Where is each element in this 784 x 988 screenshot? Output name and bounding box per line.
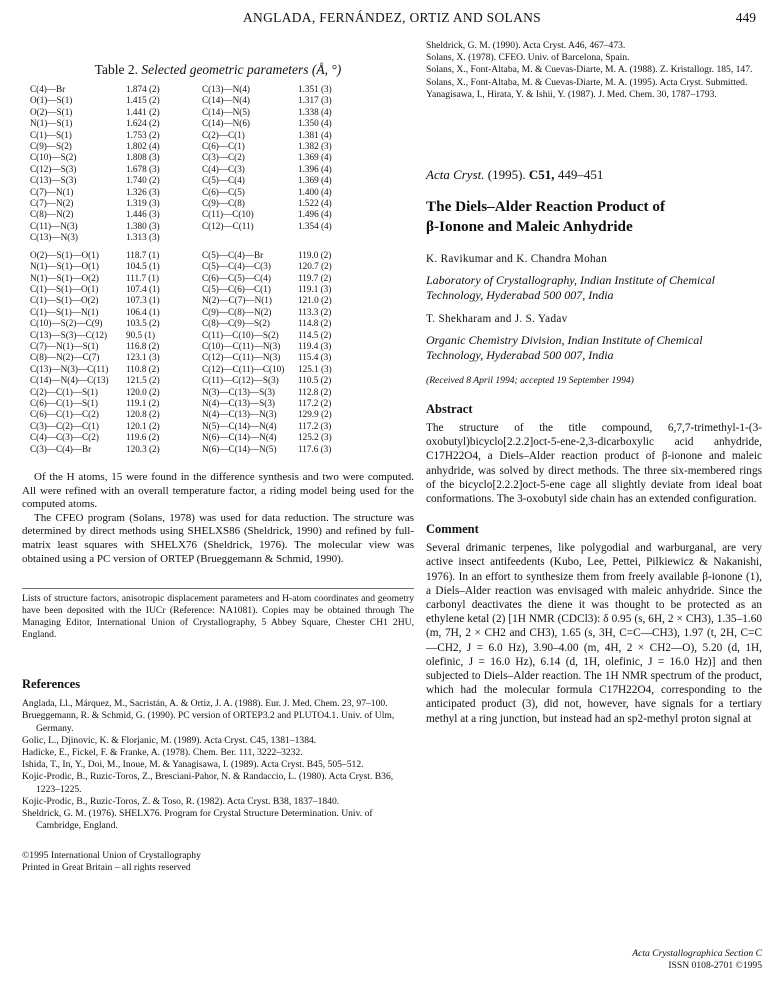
table-cell-parameter: N(6)—C(14)—N(4): [202, 432, 277, 443]
authors-group-2: T. Shekharam and J. S. Yadav: [426, 313, 568, 326]
journal-issn: ISSN 0108-2701 ©1995: [668, 960, 762, 971]
table-cell-parameter: C(4)—C(3): [202, 163, 245, 174]
table-cell-value: 119.1 (2): [126, 397, 160, 408]
right-column: [426, 40, 762, 726]
authors-group-1: K. Ravikumar and K. Chandra Mohan: [426, 253, 608, 266]
table-cell-parameter: C(8)—N(2)—C(7): [30, 352, 100, 363]
table-cell-value: 1.624 (2): [126, 118, 160, 129]
table-cell-value: 1.874 (2): [126, 84, 160, 94]
table-cell-parameter: C(6)—C(5)—C(4): [202, 272, 271, 283]
table-cell-parameter: N(1)—S(1): [30, 118, 73, 129]
table-cell-parameter: C(14)—N(5): [202, 106, 250, 117]
table-cell-value: 120.8 (2): [126, 409, 160, 420]
citation-volume: C51,: [528, 167, 555, 183]
table-cell-parameter: C(4)—Br: [30, 84, 66, 94]
reference-item: Sheldrick, G. M. (1976). SHELX76. Program for Crystal Structure Determination. Univ. of Cambridge, England.: [22, 807, 373, 832]
table-cell-parameter: C(6)—C(1)—C(2): [30, 409, 99, 420]
table-cell-parameter: C(14)—N(6): [202, 118, 250, 129]
bond-lengths-left: [30, 84, 186, 244]
reference-item: Golic, L., Djinovic, K. & Florjanic, M. (1989). Acta Cryst. C45, 1381–1384.: [22, 734, 317, 746]
table-cell-parameter: C(7)—N(2): [30, 198, 74, 209]
reference-item: Anglada, Ll., Márquez, M., Sacristán, A. & Ortiz, J. A. (1988). Eur. J. Med. Chem. 23, 97–100.: [22, 698, 388, 710]
copyright-block: [22, 850, 414, 874]
citation-pages: 449–451: [557, 167, 604, 183]
table-cell-parameter: O(2)—S(1): [30, 106, 73, 117]
table-cell-parameter: C(1)—S(1)—O(2): [30, 295, 99, 306]
table-cell-parameter: C(10)—C(11)—N(3): [202, 340, 281, 351]
table-cell-parameter: C(6)—C(5): [202, 186, 245, 197]
table-cell-value: 1.496 (4): [298, 209, 332, 220]
table-cell-parameter: C(10)—S(2): [30, 152, 77, 163]
journal-name: Acta Crystallographica Section C: [632, 948, 762, 959]
table-cell-parameter: N(1)—S(1)—O(1): [30, 261, 99, 272]
table-cell-value: 103.5 (2): [126, 318, 160, 329]
table-cell-parameter: C(12)—S(3): [30, 163, 77, 174]
table-cell-value: 115.4 (3): [298, 352, 332, 363]
table-cell-value: 120.7 (2): [298, 261, 332, 272]
table-cell-value: 117.2 (2): [298, 397, 332, 408]
table-cell-parameter: C(8)—N(2): [30, 209, 74, 220]
citation-year: (1995).: [487, 167, 526, 183]
running-header-authors: ANGLADA, FERNÁNDEZ, ORTIZ AND SOLANS: [243, 10, 541, 25]
table-cell-value: 1.380 (3): [126, 220, 160, 231]
table-cell-value: 119.4 (3): [298, 340, 332, 351]
table-cell-value: 114.5 (2): [298, 329, 332, 340]
table-cell-parameter: C(13)—S(3): [30, 175, 77, 186]
table-cell-parameter: C(5)—C(4)—C(3): [202, 261, 271, 272]
affiliation-1: Laboratory of Crystallography, Indian Institute of Chemical Technology, Hyderabad 500 007, India: [426, 273, 715, 303]
table-cell-parameter: N(4)—C(13)—N(3): [202, 409, 277, 420]
table-cell-value: 1.802 (4): [126, 141, 160, 152]
table-cell-parameter: C(13)—N(4): [202, 84, 250, 94]
copyright-line: ©1995 International Union of Crystallography: [22, 850, 201, 862]
table-cell-value: 110.5 (2): [298, 375, 332, 386]
table-cell-parameter: N(4)—C(13)—S(3): [202, 397, 275, 408]
table-cell-value: 1.446 (3): [126, 209, 160, 220]
journal-footer: [512, 948, 762, 972]
table-cell-parameter: C(9)—C(8): [202, 198, 245, 209]
page-number: 449: [735, 10, 756, 25]
running-header: [0, 10, 784, 30]
table-cell-parameter: C(11)—C(10)—S(2): [202, 329, 279, 340]
table-cell-parameter: O(2)—S(1)—O(1): [30, 249, 99, 260]
table-cell-value: 114.8 (2): [298, 318, 332, 329]
table-cell-parameter: N(2)—C(7)—N(1): [202, 295, 272, 306]
table-cell-parameter: C(12)—C(11): [202, 220, 254, 231]
table-cell-parameter: C(3)—C(2)—C(1): [30, 420, 99, 431]
table-cell-parameter: C(13)—S(3)—C(12): [30, 329, 108, 340]
references-list: [22, 698, 414, 832]
bond-angles-right: [202, 250, 358, 455]
bond-angles-table: [30, 250, 414, 455]
reference-item: Solans, X. (1978). CFEO. Univ. of Barcelona, Spain.: [426, 52, 630, 64]
table-cell-value: 107.3 (1): [126, 295, 160, 306]
table-cell-parameter: C(1)—S(1)—N(1): [30, 306, 99, 317]
table-cell-value: 125.1 (3): [298, 363, 332, 374]
table-cell-parameter: C(3)—C(2): [202, 152, 245, 163]
references-list-continued: [426, 40, 762, 101]
table-cell-value: 117.2 (3): [298, 420, 332, 431]
table-cell-value: 110.8 (2): [126, 363, 160, 374]
table-cell-parameter: C(5)—C(6)—C(1): [202, 283, 271, 294]
abstract-text: The structure of the title compound, 6,7,7-trimethyl-1-(3-oxobutyl)bicyclo[2.2.2]oct-5-ene-2,3-dicarboxylic acid anhydride, C17H22O4, a Diels–Alder reaction product of β-ionone and maleic anhydride, was solved by direct methods. The three six-membered rings of the bicyclo[2.2.2]oct-5-ene cage all slightly deviate from ideal boat conformations. The 3-oxobutyl side chain has an extended configuration.: [426, 422, 762, 506]
table-cell-value: 117.6 (3): [298, 443, 332, 454]
table-cell-parameter: C(13)—N(3): [30, 232, 78, 243]
affiliation-2: Organic Chemistry Division, Indian Institute of Chemical Technology, Hyderabad 500 007, India: [426, 333, 703, 363]
table-cell-value: 121.5 (2): [126, 375, 160, 386]
table-cell-value: 116.8 (2): [126, 340, 160, 351]
reference-item: Sheldrick, G. M. (1990). Acta Cryst. A46, 467–473.: [426, 40, 626, 51]
table-cell-parameter: C(14)—N(4)—C(13): [30, 375, 109, 386]
table-cell-parameter: C(7)—N(1)—S(1): [30, 340, 99, 351]
table-cell-parameter: C(12)—C(11)—N(3): [202, 352, 281, 363]
table-cell-parameter: C(5)—C(4): [202, 175, 245, 186]
table-caption-text: Selected geometric parameters (Å, °): [141, 62, 342, 77]
table-cell-parameter: C(13)—N(3)—C(11): [30, 363, 109, 374]
table-caption: [22, 62, 414, 78]
table-cell-parameter: C(9)—S(2): [30, 141, 72, 152]
table-cell-parameter: C(11)—C(10): [202, 209, 254, 220]
table-cell-value: 1.313 (3): [126, 232, 160, 243]
table-cell-parameter: N(3)—C(13)—S(3): [202, 386, 275, 397]
reference-item: Kojic-Prodic, B., Ruzic-Toros, Z. & Toso, R. (1982). Acta Cryst. B38, 1837–1840.: [22, 795, 340, 807]
table-cell-parameter: C(2)—C(1): [202, 129, 245, 140]
table-cell-value: 123.1 (3): [126, 352, 160, 363]
table-cell-value: 90.5 (1): [126, 329, 156, 340]
table-cell-value: 119.7 (2): [298, 272, 332, 283]
reference-item: Ishida, T., In, Y., Doi, M., Inoue, M. & Yanagisawa, I. (1989). Acta Cryst. B45, 505–512.: [22, 759, 364, 771]
comment-heading: Comment: [426, 522, 479, 537]
table-cell-parameter: C(14)—N(4): [202, 95, 250, 106]
deposition-note: Lists of structure factors, anisotropic displacement parameters and H-atom coordinates and geometry have been deposited with the IUCr (Reference: NA1081). Copies may be obtained through The Managing Editor, International Union of Crystallography, 5 Abbey Square, Chester CH1 2HU, England.: [22, 588, 414, 641]
table-cell-parameter: C(6)—C(1): [202, 141, 245, 152]
table-cell-value: 1.381 (4): [298, 129, 332, 140]
table-cell-parameter: N(5)—C(14)—N(4): [202, 420, 277, 431]
table-cell-value: 1.522 (4): [298, 198, 332, 209]
table-cell-value: 119.0 (2): [298, 249, 332, 260]
table-cell-parameter: C(7)—N(1): [30, 186, 74, 197]
bond-angles-left: [30, 250, 186, 455]
reference-item: Solans, X., Font-Altaba, M. & Cuevas-Diarte, M. A. (1988). Z. Kristallogr. 185, 147.: [426, 64, 753, 76]
references-heading: References: [22, 677, 81, 692]
reference-item: Brueggemann, R. & Schmid, G. (1990). PC version of ORTEP3.2 and PLUTO4.1. Univ. of Ulm, Germany.: [22, 710, 395, 734]
table-cell-parameter: C(6)—C(1)—S(1): [30, 397, 98, 408]
reference-item: Hadicke, E., Fickel, F. & Franke, A. (1978). Chem. Ber. 111, 3222–3232.: [22, 746, 303, 758]
table-cell-value: 125.2 (3): [298, 432, 332, 443]
reference-item: Solans, X., Font-Altaba, M. & Cuevas-Diarte, M. A. (1995). Acta Cryst. Submitted.: [426, 76, 748, 88]
table-cell-value: 107.4 (1): [126, 283, 160, 294]
table-cell-value: 1.351 (3): [298, 84, 332, 94]
table-cell-value: 119.6 (2): [126, 432, 160, 443]
table-cell-value: 121.0 (2): [298, 295, 332, 306]
table-cell-value: 1.369 (4): [298, 175, 332, 186]
table-cell-value: 1.317 (3): [298, 95, 332, 106]
table-cell-value: 1.678 (3): [126, 163, 160, 174]
table-cell-value: 1.396 (4): [298, 163, 332, 174]
table-cell-parameter: C(11)—N(3): [30, 220, 78, 231]
table-cell-value: 1.441 (2): [126, 106, 160, 117]
table-cell-value: 119.1 (3): [298, 283, 332, 294]
table-cell-parameter: C(5)—C(4)—Br: [202, 249, 264, 260]
comment-text: Several drimanic terpenes, like polygodial and warburganal, are very active insect antifeedents (Kubo, Lee, Pettei, Pilkiewicz & Nakanishi, 1976). In an effort to synthesize them from freely available β-ionone (1), a Diels–Alder reaction was envisaged with maleic anhydride. Since the carbonyl deactivates the diene it was thought to be protected as an ethylene ketal (2) [1H NMR (CDCl3): δ 0.95 (s, 6H, 2 × CH3), 1.35–1.60 (m, 7H, 2 × CH2 and CH3), 1.65 (s, 3H, C=C—CH3), 1.97 (t, 2H, C=C—CH2, J = 6.0 Hz), 3.90–4.00 (m, 4H, 2 × CH2—O), 5.20 (d, 1H, olefinic, J = 16.0 Hz), 6.14 (d, 1H, olefinic, J = 16.0 Hz)] and then subjected to Diels–Alder reaction. The 1H NMR spectrum of the product, which had the molecular formula C17H22O4, corresponding to the anticipated product (3), did not, however, have signals for a tertiary methyl at a ring junction, but instead had an sp2-methyl proton signal at: [426, 542, 762, 725]
article-title-line2: β-Ionone and Maleic Anhydride: [426, 218, 633, 236]
article-title-line1: The Diels–Alder Reaction Product of: [426, 198, 666, 216]
table-cell-parameter: C(2)—C(1)—S(1): [30, 386, 98, 397]
paragraph-h-atoms: Of the H atoms, 15 were found in the difference synthesis and two were computed. All were refined with an overall temperature factor, a riding model being used for the computed atoms.: [22, 471, 414, 511]
table-cell-value: 1.319 (3): [126, 198, 160, 209]
table-cell-parameter: C(11)—C(12)—S(3): [202, 375, 279, 386]
table-cell-value: 1.740 (2): [126, 175, 160, 186]
table-cell-parameter: N(6)—C(14)—N(5): [202, 443, 277, 454]
table-cell-parameter: C(10)—S(2)—C(9): [30, 318, 103, 329]
reference-item: Yanagisawa, I., Hirata, Y. & Ishii, Y. (1987). J. Med. Chem. 30, 1787–1793.: [426, 88, 717, 100]
table-cell-value: 1.338 (4): [298, 106, 332, 117]
table-caption-number: Table 2.: [94, 62, 138, 77]
table-cell-value: 1.350 (4): [298, 118, 332, 129]
paragraph-programs: The CFEO program (Solans, 1978) was used for data reduction. The structure was determined by direct methods using SHELXS86 (Sheldrick, 1990) and refined by full-matrix least squares with SHELX76 (Sheldrick, 1976). The molecular view was obtained using a PC version of ORTEP (Brueggemann & Schmid, 1990).: [22, 511, 414, 565]
table-cell-value: 120.3 (2): [126, 443, 160, 454]
table-cell-value: 120.0 (2): [126, 386, 160, 397]
article-title: [426, 197, 762, 237]
table-cell-value: 129.9 (2): [298, 409, 332, 420]
received-dates: (Received 8 April 1994; accepted 19 September 1994): [426, 375, 634, 387]
table-cell-value: 1.354 (4): [298, 220, 332, 231]
table-cell-parameter: C(4)—C(3)—C(2): [30, 432, 99, 443]
table-cell-parameter: C(12)—C(11)—C(10): [202, 363, 285, 374]
table-cell-value: 1.400 (4): [298, 186, 332, 197]
reference-item: Kojic-Prodic, B., Ruzic-Toros, Z., Bresciani-Pahor, N. & Randaccio, L. (1980). Acta Cryst. B36, 1223–1225.: [22, 771, 394, 795]
article-citation: [426, 167, 762, 183]
abstract-heading: Abstract: [426, 402, 473, 417]
table-cell-value: 104.5 (1): [126, 261, 160, 272]
table-cell-parameter: N(1)—S(1)—O(2): [30, 272, 99, 283]
table-cell-value: 1.382 (3): [298, 141, 332, 152]
table-cell-value: 113.3 (2): [298, 306, 332, 317]
table-cell-value: 106.4 (1): [126, 306, 160, 317]
table-cell-value: 1.369 (4): [298, 152, 332, 163]
table-cell-value: 1.808 (3): [126, 152, 160, 163]
table-cell-value: 120.1 (2): [126, 420, 160, 431]
table-cell-value: 1.753 (2): [126, 129, 160, 140]
table-cell-parameter: O(1)—S(1): [30, 95, 73, 106]
table-cell-parameter: C(1)—S(1): [30, 129, 72, 140]
table-cell-value: 112.8 (2): [298, 386, 332, 397]
table-cell-parameter: C(1)—S(1)—O(1): [30, 283, 99, 294]
table-cell-value: 1.326 (3): [126, 186, 160, 197]
bond-lengths-table: [30, 84, 414, 244]
table-cell-value: 118.7 (1): [126, 249, 160, 260]
table-cell-parameter: C(8)—C(9)—S(2): [202, 318, 270, 329]
table-cell-parameter: C(3)—C(4)—Br: [30, 443, 92, 454]
citation-journal: Acta Cryst.: [426, 167, 485, 183]
table-cell-value: 111.7 (1): [126, 272, 159, 283]
table-cell-value: 1.415 (2): [126, 95, 160, 106]
table-cell-parameter: C(9)—C(8)—N(2): [202, 306, 272, 317]
bond-lengths-right: [202, 84, 358, 244]
left-column: [22, 40, 414, 874]
printed-line: Printed in Great Britain – all rights reserved: [22, 862, 191, 874]
